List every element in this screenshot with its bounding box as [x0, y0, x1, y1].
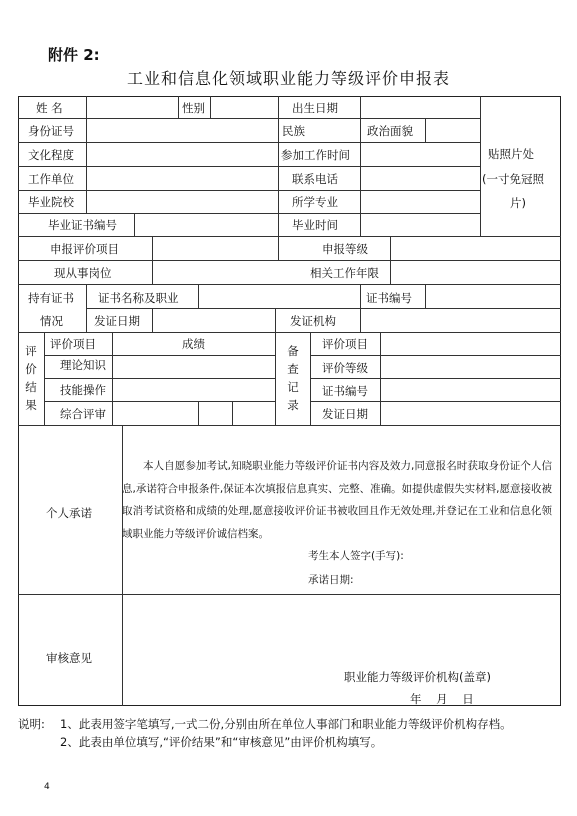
label-apply-item: 申报评价项目	[50, 242, 119, 256]
label-name: 姓 名	[36, 101, 63, 115]
label-id-number: 身份证号	[28, 124, 74, 138]
label-cert-no: 证书编号	[366, 291, 412, 305]
label-cert-name: 证书名称及职业	[98, 291, 179, 305]
label-grad-time: 毕业时间	[292, 218, 338, 232]
label-record: 备 查 记 录	[287, 344, 299, 412]
photo-note: (一寸免冠照	[482, 172, 544, 186]
page-number: 4	[44, 782, 50, 792]
label-political-status: 政治面貌	[367, 124, 413, 138]
label-eval-item: 评价项目	[50, 337, 96, 351]
label-birth-date: 出生日期	[292, 101, 338, 115]
label-major: 所学专业	[292, 195, 338, 209]
label-ethnicity: 民族	[282, 124, 305, 138]
label-issuer: 发证机构	[290, 314, 336, 328]
notes-prefix: 说明:	[18, 717, 45, 731]
label-diploma-no: 毕业证书编号	[48, 218, 117, 232]
label-phone: 联系电话	[292, 172, 338, 186]
label-cert-held: 持有证书	[28, 291, 74, 305]
label-skill: 技能操作	[60, 383, 106, 397]
pledge-text: 本人自愿参加考试,知晓职业能力等级评价证书内容及效力,同意报名时获取身份证个人信息,承诺符合申报条件,保证本次填报信息真实、完整、准确。如提供虚假失实材料,愿意接收被取消考试资格和成绩的处理,愿意接收评价证书被收回且作无效处理,并登记在工业和信息化领域职业能力等级评价诚信档案。	[122, 460, 553, 540]
label-review: 审核意见	[46, 651, 92, 665]
label-related-years: 相关工作年限	[310, 266, 379, 280]
note-1: 1、此表用签字笔填写,一式二份,分别由所在单位人事部门和职业能力等级评价机构存档。	[60, 717, 512, 731]
label-education: 文化程度	[28, 148, 74, 162]
photo-note-end: 片)	[510, 196, 526, 210]
attachment-label: 附件 2:	[48, 46, 100, 64]
label-record-item: 评价项目	[322, 337, 368, 351]
form-title: 工业和信息化领域职业能力等级评价申报表	[126, 69, 450, 88]
label-gender: 性别	[182, 101, 205, 115]
label-score: 成绩	[182, 337, 205, 351]
label-theory: 理论知识	[60, 358, 106, 372]
label-cert-status: 情况	[40, 314, 63, 328]
note-2: 2、此表由单位填写,“评价结果”和“审核意见”由评价机构填写。	[60, 735, 383, 749]
label-employer: 工作单位	[28, 172, 74, 186]
review-org-label: 职业能力等级评价机构(盖章)	[344, 670, 491, 684]
label-school: 毕业院校	[28, 195, 74, 209]
label-work-start: 参加工作时间	[281, 148, 350, 162]
signature-label: 考生本人签字(手写):	[308, 550, 404, 562]
label-overall: 综合评审	[60, 407, 106, 421]
label-apply-level: 申报等级	[322, 242, 368, 256]
label-record-cert-no: 证书编号	[322, 384, 368, 398]
label-personal-pledge: 个人承诺	[46, 506, 92, 520]
label-record-issue-date: 发证日期	[322, 407, 368, 421]
review-date-label: 年 月 日	[410, 692, 474, 706]
photo-label: 贴照片处	[488, 147, 534, 161]
label-record-level: 评价等级	[322, 361, 368, 375]
label-issue-date: 发证日期	[94, 314, 140, 328]
label-current-post: 现从事岗位	[54, 266, 112, 280]
pledge-date-label: 承诺日期:	[308, 574, 354, 586]
label-eval-result: 评 价 结 果	[25, 344, 37, 412]
